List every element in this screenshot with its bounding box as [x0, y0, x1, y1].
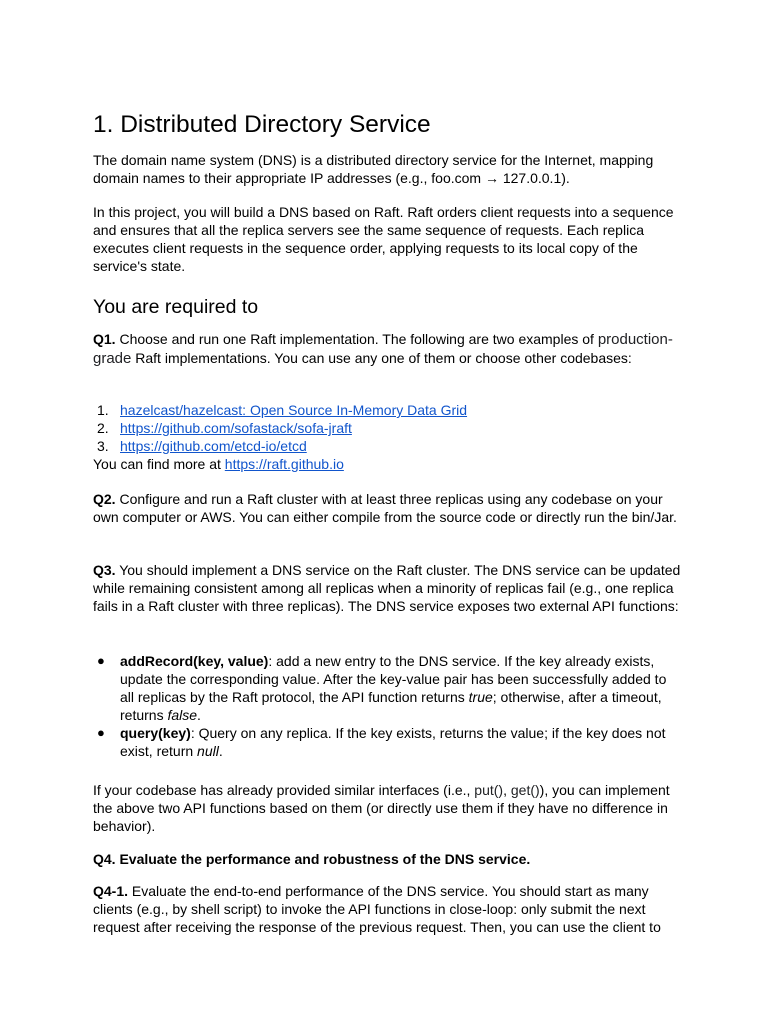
list-item	[93, 437, 467, 455]
api-function-list	[93, 652, 683, 760]
similar-sep: ,	[503, 782, 511, 798]
q1-label: Q1.	[93, 331, 116, 347]
api-text: .	[197, 707, 201, 723]
list-item	[93, 401, 467, 419]
q2-paragraph	[93, 490, 683, 526]
similar-text-b: ), you can implement the above two API functions based on them (or directly use them if they have no difference in behavior).	[93, 782, 670, 834]
api-emphasis: null	[197, 743, 219, 759]
api-text: : add a new entry to the DNS service. If the key already exists, update the corresponding value. After the key-value pair has been successfully added to all replicas by the Raft protocol, the API function returns	[120, 653, 667, 705]
implementation-list	[93, 401, 467, 455]
q3-label: Q3.	[93, 562, 116, 578]
get-function: get()	[510, 782, 540, 798]
list-number: 1.	[97, 402, 109, 418]
similar-text-a: If your codebase has already provided similar interfaces (i.e.,	[93, 782, 475, 798]
q4-text: Q4. Evaluate the performance and robustness of the DNS service.	[93, 851, 531, 867]
list-number: 2.	[97, 420, 109, 436]
q4-1-text: Evaluate the end-to-end performance of the DNS service. You should start as many clients (e.g., by shell script) to invoke the API functions in close-loop: only submit the next request after receiving the response of the previous request. Then, you can use the client to	[93, 883, 661, 935]
hazelcast-link[interactable]: hazelcast/hazelcast: Open Source In-Memory Data Grid	[120, 402, 468, 418]
similar-interfaces-paragraph	[93, 781, 683, 835]
api-text: : Query on any replica. If the key exists, returns the value; if the key does not exist, return	[120, 725, 666, 759]
api-text: ; otherwise, after a timeout, returns	[120, 689, 662, 723]
q1-text-a: Choose and run one Raft implementation. The following are two examples of	[115, 331, 598, 347]
api-emphasis: true	[468, 689, 493, 705]
q2-text: Configure and run a Raft cluster with at least three replicas using any codebase on your own computer or AWS. You can either compile from the source code or directly run the bin/Jar.	[93, 491, 677, 525]
q4-heading	[93, 850, 683, 868]
list-item	[93, 724, 683, 760]
list-item	[93, 652, 683, 724]
q4-1-label: Q4-1.	[93, 883, 129, 899]
intro-paragraph-2: In this project, you will build a DNS based on Raft. Raft orders client requests into a sequence and ensures that all the replica servers see the same sequence of requests. Each replica executes client requests in the sequence order, applying requests to its local copy of the service's state.	[93, 204, 674, 274]
put-function: put()	[474, 782, 504, 798]
list-number: 3.	[97, 438, 109, 454]
q1-text-b: Raft implementations. You can use any one of them or choose other codebases:	[131, 350, 632, 366]
find-more-text: You can find more at	[93, 456, 225, 472]
sofa-jraft-link[interactable]: https://github.com/sofastack/sofa-jraft	[120, 420, 352, 436]
q2-label: Q2.	[93, 491, 116, 507]
page-title: 1. Distributed Directory Service	[93, 111, 431, 138]
section-heading: You are required to	[93, 296, 259, 318]
etcd-link[interactable]: https://github.com/etcd-io/etcd	[120, 438, 307, 454]
bullet-icon: ●	[97, 725, 105, 740]
list-item	[93, 419, 467, 437]
raft-github-link[interactable]: https://raft.github.io	[224, 456, 344, 472]
api-text: .	[218, 743, 223, 759]
api-name-query: query(key)	[120, 725, 191, 741]
api-emphasis: false	[167, 707, 198, 723]
find-more-line	[93, 455, 683, 473]
bullet-icon: ●	[97, 653, 105, 668]
q3-text: You should implement a DNS service on the Raft cluster. The DNS service can be updated while remaining consistent among all replicas when a minority of replicas fail (e.g., one replica fails in a Raft cluster with three replicas). The DNS service exposes two external API functions:	[93, 562, 681, 614]
api-name-add-record: addRecord(key, value)	[120, 653, 269, 669]
q3-paragraph	[93, 561, 683, 615]
q4-1-paragraph	[93, 882, 683, 936]
intro-paragraph-1: The domain name system (DNS) is a distributed directory service for the Internet, mapping domain names to their appropriate IP addresses (e.g., foo.com → 127.0.0.1).	[93, 152, 654, 186]
q1-highlight: production-grade	[93, 331, 673, 367]
q1-paragraph	[93, 330, 683, 368]
